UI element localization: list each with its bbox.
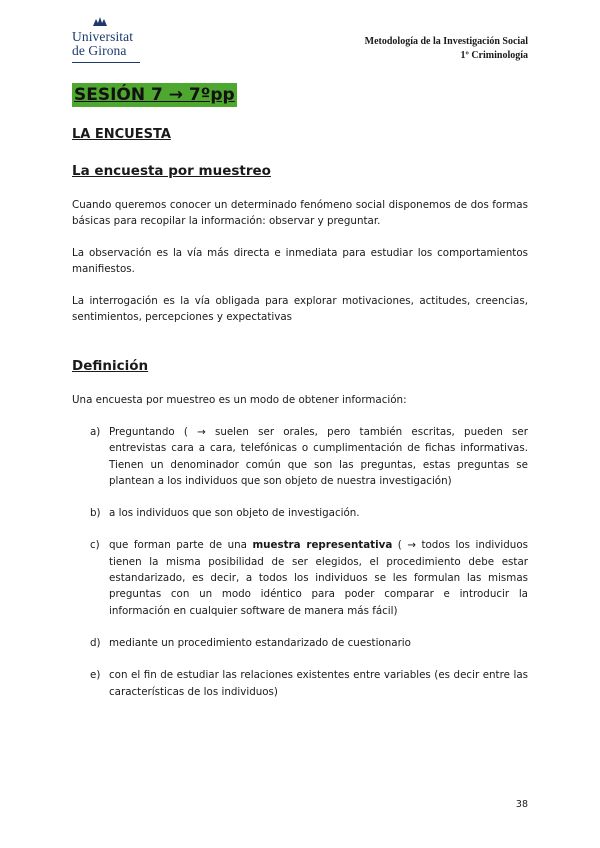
list-marker: c) — [90, 539, 100, 552]
list-item-text — [109, 539, 528, 616]
list-item — [90, 667, 528, 700]
list-marker: d) — [90, 636, 101, 649]
paragraph-3: La interrogación es la vía obligada para explorar motivaciones, actitudes, creencias, sentimientos, percepciones y expectativas — [72, 295, 528, 324]
subsection-title-muestreo: La encuesta por muestreo — [72, 163, 271, 179]
session-title: SESIÓN 7 → 7ºpp — [74, 85, 235, 105]
list-item — [90, 505, 528, 521]
paragraph-2: La observación es la vía más directa e inmediata para estudiar los comportamientos manifiestos. — [72, 247, 528, 276]
list-item-text-after: ( → todos los individuos tienen la misma posibilidad de ser elegidos, el procedimiento debe estar estandarizado, es decir, a todos los individuos se les formulan las mismas preguntas con un modo idéntico para poder comparar e introducir la información en cualquier software de manera más fácil) — [109, 539, 528, 617]
course-title: Metodología de la Investigación Social — [364, 36, 528, 47]
university-crest-icon — [93, 17, 107, 27]
list-item-text: mediante un procedimiento estandarizado de cuestionario — [109, 636, 411, 649]
university-logo — [72, 17, 152, 69]
section-heading: LA ENCUESTA — [72, 127, 171, 142]
list-item-text-before: que forman parte de una — [109, 539, 253, 552]
list-item-text: con el fin de estudiar las relaciones existentes entre variables (es decir entre las características de los individuos) — [109, 669, 528, 698]
paragraph-1: Cuando queremos conocer un determinado fenómeno social disponemos de dos formas básicas para recopilar la información: observar y preguntar. — [72, 199, 528, 228]
definition-intro: Una encuesta por muestreo es un modo de obtener información: — [72, 394, 407, 406]
logo-text-line2: de Girona — [72, 43, 127, 58]
list-item — [90, 635, 528, 651]
course-year: 1º Criminología — [460, 50, 528, 61]
list-marker: e) — [90, 669, 101, 682]
list-item — [90, 537, 528, 618]
subsection-title-definicion: Definición — [72, 358, 149, 374]
definition-list — [90, 424, 528, 716]
course-header — [365, 35, 528, 63]
list-item-text: Preguntando ( → suelen ser orales, pero también escritas, pueden ser entrevistas cara a cara, telefónicas o cumplimentación de fichas informativas. Tienen un denominador común que son las preguntas, estas preguntas se plantean a los individuos que son objeto de nuestra investigación) — [109, 426, 528, 487]
list-item — [90, 424, 528, 489]
logo-divider — [72, 62, 140, 63]
bold-term: muestra representativa — [252, 539, 393, 552]
list-marker: a) — [90, 426, 101, 438]
list-marker: b) — [90, 507, 101, 520]
logo-text-line1: Universitat — [72, 29, 134, 44]
page-number: 38 — [515, 799, 528, 810]
list-item-text: a los individuos que son objeto de investigación. — [109, 507, 360, 520]
